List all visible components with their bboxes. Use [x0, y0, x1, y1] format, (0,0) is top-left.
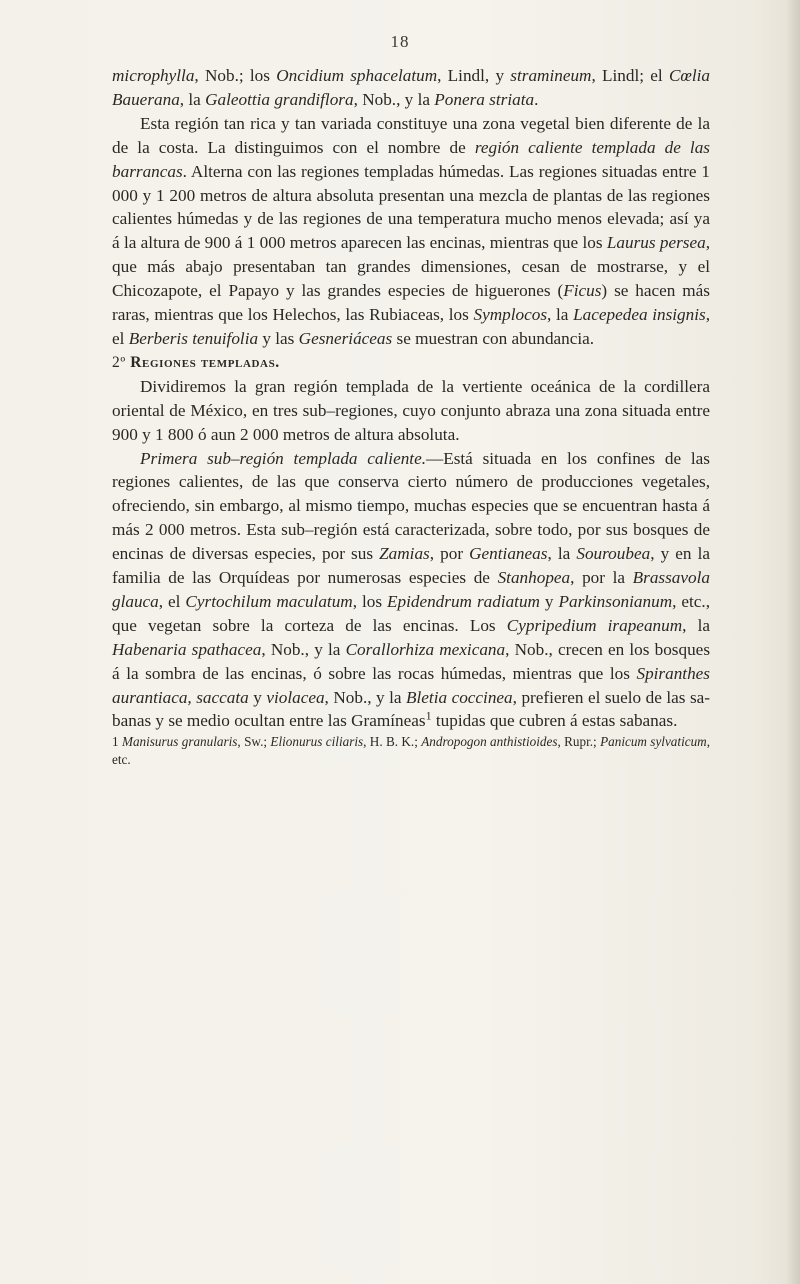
italic-run: Cypripedium irapeanum — [506, 615, 683, 635]
italic-run: Cyrtochilum maculatum — [185, 591, 353, 611]
italic-run: Cœlia Bauerana — [112, 66, 711, 109]
text-run: , Nob.; los — [194, 66, 277, 85]
italic-run: Zamias — [379, 544, 430, 564]
paragraph-continuation — [112, 64, 710, 112]
text-run: y — [539, 591, 559, 611]
italic-run: Souroubea — [576, 544, 651, 564]
body-text — [112, 64, 710, 769]
text-run: , los — [352, 591, 387, 611]
italic-run: Spiranthes aurantiaca, saccata — [112, 663, 710, 707]
text-run: ) se hacen más raras, mientras que los Helechos, las Rubiaceas, los — [112, 281, 710, 325]
italic-run: stramineum — [510, 66, 592, 85]
text-run: y — [248, 687, 267, 707]
text-run: —Está situada en los confines de las regiones calientes, de las que conserva cierto número de producciones vegetales, ofreciendo, sin embargo, al mismo tiempo, muchas especies que se encuentran hasta á más 2 000 metros. Esta sub–región está caracterizada, sobre todo, por sus bosques de encinas de diversas especies, por sus — [112, 448, 710, 564]
footnote-reference: 1 — [425, 708, 432, 723]
italic-run: Bletia coccinea — [406, 687, 513, 707]
text-run: , Lindl; el — [591, 66, 669, 85]
text-run: . — [534, 89, 539, 109]
text-run: , Nob., crecen en los bosques á la sombra de las encinas, ó sobre las rocas húmedas, mientras que los — [112, 639, 711, 683]
section-title: Regiones templadas. — [130, 353, 280, 371]
italic-run: Corallorhiza mexicana — [345, 639, 506, 659]
italic-run: Brassavola glauca — [112, 568, 710, 611]
paragraph-region-description — [112, 112, 710, 351]
text-run: , Lindl, y — [437, 66, 511, 85]
section-number: 2º — [112, 353, 126, 371]
text-run: y las — [258, 328, 299, 348]
text-run: 1 — [112, 734, 122, 750]
italic-run: Primera sub–región templada caliente. — [140, 448, 427, 468]
text-run: , que más abajo presentaban tan grandes dimensiones, cesan de mostrarse, y el Chicozapote, el Papayo y las grandes especies de higuerones ( — [112, 233, 711, 301]
text-run: , Rupr.; — [557, 734, 601, 750]
text-run: , y en la familia de las Orquídeas por numerosas especies de — [112, 544, 710, 588]
italic-run: Lacepedea insignis — [573, 305, 706, 325]
page-edge-shadow — [786, 0, 800, 1284]
italic-run: Galeottia grandiflora — [205, 89, 354, 109]
text-run: , etc. — [112, 734, 710, 768]
text-run: tupidas que cubren á estas sabanas. — [431, 711, 678, 731]
text-run: , por la — [570, 568, 633, 588]
footnote — [112, 733, 710, 769]
italic-run: Epidendrum radiatum — [387, 591, 540, 611]
text-run: se muestran con abundancia. — [392, 328, 595, 348]
text-run: , por — [429, 544, 470, 564]
italic-run: Oncidium sphacelatum — [276, 66, 438, 85]
italic-run: Gentianeas — [469, 544, 548, 564]
text-run: , el — [112, 305, 711, 348]
italic-run: Manisurus granularis — [121, 734, 238, 750]
italic-run: Habenaria spathacea — [112, 639, 262, 659]
text-run: , etc., que vegetan sobre la corteza de las encinas. Los — [112, 591, 711, 635]
section-heading — [112, 351, 710, 375]
italic-run: región caliente templada de las barrancas — [112, 137, 710, 181]
text-run: , Nob., y la — [324, 687, 407, 707]
text-run: , Nob., y la — [353, 89, 435, 109]
text-run: . Alterna con las regiones templadas húmedas. Las regiones situadas entre 1 000 y 1 200 metros de altura absoluta presentan una mezcla de plantas de las regiones calientes húmedas y de las regiones de una temperatura mucho menos elevada; así ya á la altura de 900 á 1 000 metros aparecen las encinas, mientras que los — [112, 161, 710, 253]
paragraph-first-subregion — [112, 447, 710, 734]
text-run: , la — [547, 544, 577, 564]
italic-run: Ponera striata — [434, 89, 535, 109]
text-run: , la — [547, 305, 574, 325]
text-run: , H. B. K.; — [363, 734, 422, 750]
italic-run: Panicum sylvaticum — [600, 734, 707, 750]
text-run: , Nob., y la — [261, 639, 346, 659]
italic-run: Andropogon anthistioides — [421, 734, 558, 750]
italic-run: Elionurus ciliaris — [270, 734, 364, 750]
italic-run: Stanhopea — [497, 568, 571, 588]
text-run: , el — [158, 591, 186, 611]
text-run: , la — [682, 615, 710, 635]
text-run: , prefieren el suelo de las sabanas y se medio ocultan entre las Gramíneas — [112, 687, 711, 731]
paragraph-subregions-intro — [112, 375, 710, 447]
text-run: Dividiremos la gran región templada de la vertiente oceánica de la cordillera oriental de México, en tres sub–regiones, cuyo conjunto abraza una zona situada entre 900 y 1 800 ó aun 2 000 metros de altura absoluta. — [112, 376, 710, 444]
italic-run: microphylla — [112, 66, 195, 85]
text-run: , la — [179, 89, 206, 109]
italic-run: Laurus persea — [606, 233, 706, 253]
italic-run: Ficus — [563, 281, 602, 301]
italic-run: Berberis tenuifolia — [128, 328, 259, 348]
italic-run: violacea — [266, 687, 325, 707]
text-run: , Sw.; — [237, 734, 271, 750]
italic-run: Parkinsonianum — [558, 591, 673, 611]
page-number: 18 — [390, 32, 410, 51]
italic-run: Gesneriáceas — [298, 328, 393, 348]
text-run: Esta región tan rica y tan variada constituye una zona vegetal bien diferente de la de la costa. La distinguimos con el nombre de — [112, 113, 710, 157]
italic-run: Symplocos — [473, 305, 548, 325]
